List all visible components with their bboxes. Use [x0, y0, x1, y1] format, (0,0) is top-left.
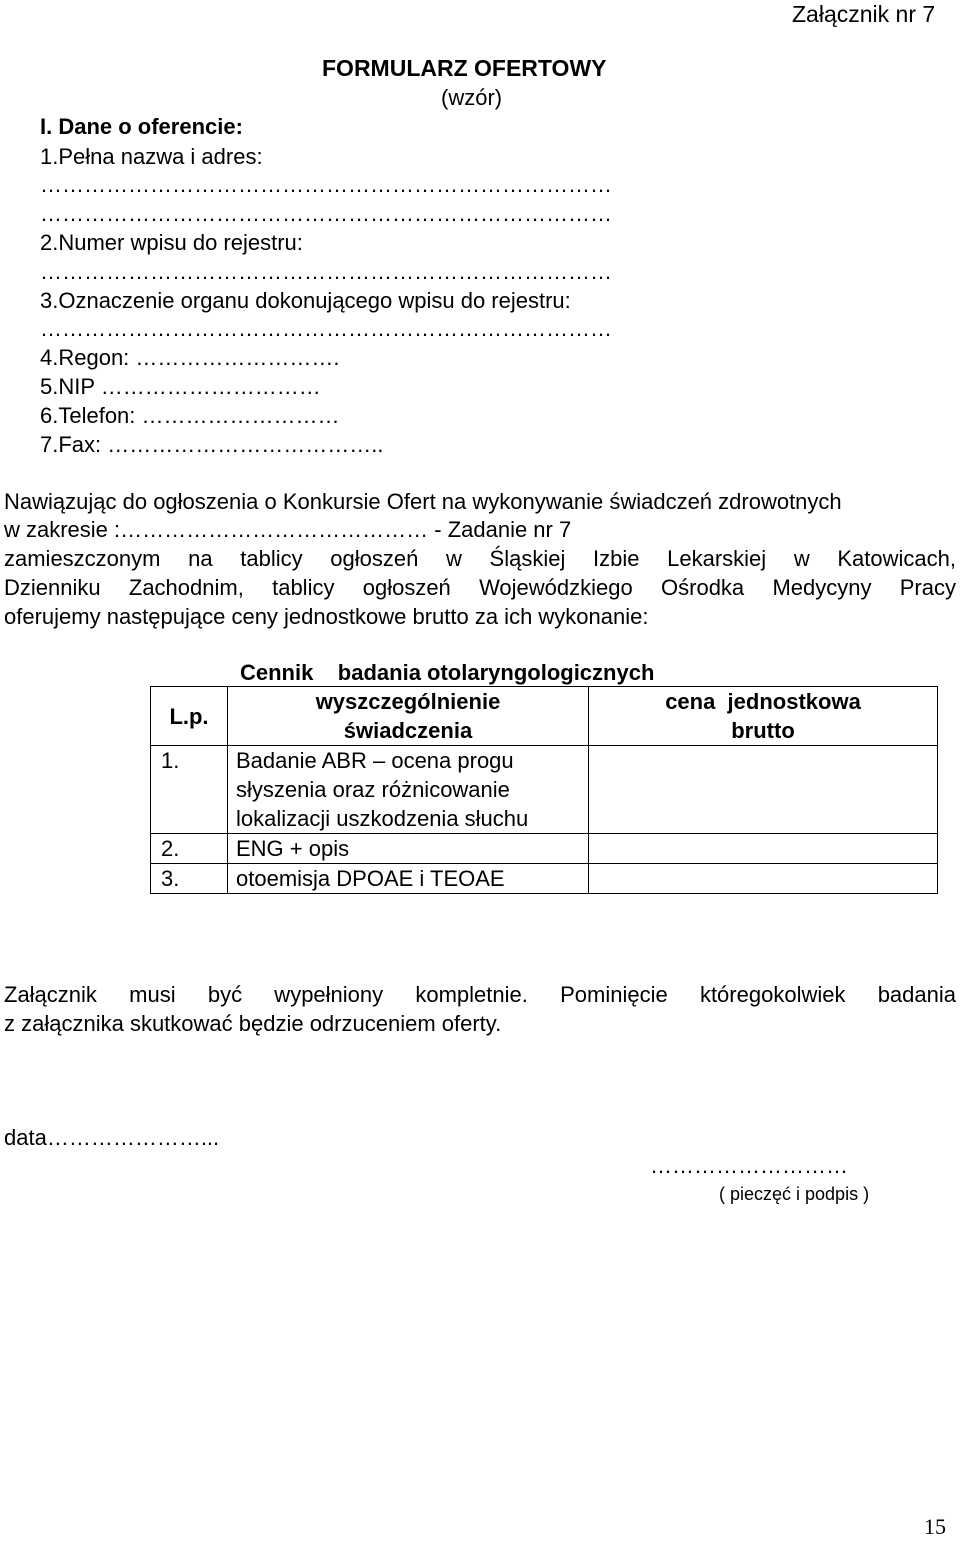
row-lp: 2. [151, 834, 228, 864]
fax-field[interactable]: 7.Fax: ……………………………….. [40, 432, 384, 457]
column-header-price-line: brutto [731, 718, 795, 743]
intro-line: oferujemy następujące ceny jednostkowe brutto za ich wykonanie: [4, 604, 649, 629]
address-field[interactable]: …………………………………………………………………… [40, 201, 612, 226]
row-price-cell[interactable] [589, 834, 938, 864]
row-lp: 3. [151, 864, 228, 894]
row-lp: 1. [151, 746, 228, 834]
column-header-price [589, 687, 938, 746]
intro-line: Dzienniku Zachodnim, tablicy ogłoszeń Wojewódzkiego Ośrodka Medycyny Pracy [4, 575, 956, 600]
pricelist-table [150, 686, 938, 894]
pricelist-caption: Cennik badania otolaryngologicznych [240, 660, 655, 685]
column-header-service-line: wyszczególnienie [315, 689, 501, 714]
column-header-price-line: cena jednostkowa [665, 689, 861, 714]
date-field[interactable]: data…………………... [4, 1125, 220, 1150]
row-service-line: słyszenia oraz różnicowanie [236, 777, 510, 802]
intro-line: zamieszczonym na tablicy ogłoszeń w Śląskiej Izbie Lekarskiej w Katowicach, [4, 546, 956, 571]
registry-field[interactable]: …………………………………………………………………… [40, 259, 612, 284]
table-header-row [151, 687, 938, 746]
row-service-line: Badanie ABR – ocena progu [236, 748, 514, 773]
row-service [228, 864, 589, 894]
form-title: FORMULARZ OFERTOWY [322, 55, 607, 81]
note-line: z załącznika skutkować będzie odrzuceniem oferty. [4, 1011, 502, 1036]
column-header-service [228, 687, 589, 746]
row-price-cell[interactable] [589, 864, 938, 894]
annex-number: Załącznik nr 7 [792, 1, 936, 27]
row-service-line: ENG + opis [236, 836, 350, 861]
section-title: I. Dane o oferencie: [40, 114, 243, 139]
registry-organ-field[interactable]: …………………………………………………………………… [40, 316, 612, 341]
note-line: Załącznik musi być wypełniony kompletnie. Pominięcie któregokolwiek badania [4, 982, 956, 1007]
registry-label: 2.Numer wpisu do rejestru: [40, 230, 303, 255]
column-header-lp: L.p. [151, 687, 228, 746]
row-price-cell[interactable] [589, 746, 938, 834]
row-service [228, 746, 589, 834]
row-service [228, 834, 589, 864]
intro-line: Nawiązując do ogłoszenia o Konkursie Ofert na wykonywanie świadczeń zdrowotnych [4, 489, 842, 514]
column-header-service-line: świadczenia [343, 718, 473, 743]
full-name-field[interactable]: …………………………………………………………………… [40, 172, 612, 197]
table-row [151, 746, 938, 834]
row-service-line: otoemisja DPOAE i TEOAE [236, 866, 505, 891]
table-row [151, 864, 938, 894]
nip-field[interactable]: 5.NIP ………………………… [40, 374, 321, 399]
table-row [151, 834, 938, 864]
phone-field[interactable]: 6.Telefon: ……………………… [40, 403, 340, 428]
registry-organ-label: 3.Oznaczenie organu dokonującego wpisu do rejestru: [40, 288, 571, 313]
intro-line-scope: w zakresie :…………………………………… - Zadanie nr 7 [4, 517, 572, 542]
regon-field[interactable]: 4.Regon: ………………………. [40, 345, 340, 370]
form-subtitle: (wzór) [441, 85, 503, 110]
row-service-line: lokalizacji uszkodzenia słuchu [236, 806, 529, 831]
full-name-label: 1.Pełna nazwa i adres: [40, 144, 263, 169]
signature-label: ( pieczęć i podpis ) [719, 1184, 870, 1204]
signature-field[interactable]: ……………………… [650, 1153, 848, 1178]
page-number: 15 [924, 1514, 946, 1539]
